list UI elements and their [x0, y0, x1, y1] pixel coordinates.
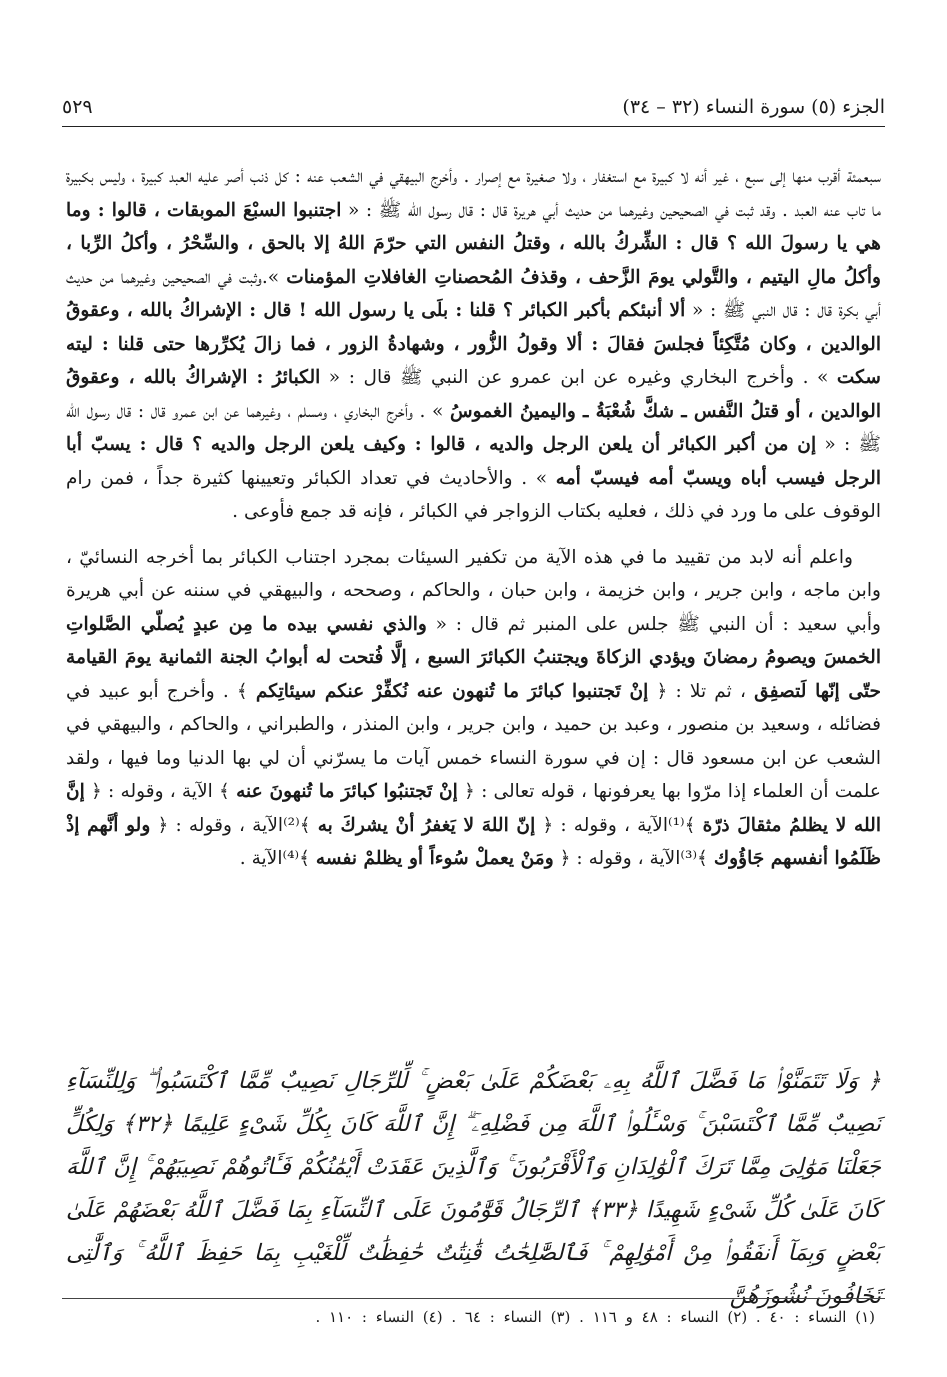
- hadith-text: ألا أنبئكم بأكبر الكبائر ؟ قلنا : بلَى يا رسول الله ! قال : الإشراكُ بالله ، وعقوقُ الوالدين ، وكان مُتَّكِئاً فجلسَ فقالَ : ألا وقولُ الزُّور ، وشهادةُ الزور ، فما زالَ يُكرِّرها حتى قلنا : ليته سكت: [66, 300, 881, 388]
- commentary-body: [66, 160, 881, 876]
- quran-verses: ﴿ وَلَا تَتَمَنَّوْا۟ مَا فَضَّلَ ٱللَّهُ بِهِۦ بَعْضَكُمْ عَلَىٰ بَعْضٍ ۚ لِّلرِّجَالِ نَصِيبٌ مِّمَّا ٱكْتَسَبُوا۟ ۖ وَلِلنِّسَآءِ نَصِيبٌ مِّمَّا ٱكْتَسَبْنَ ۚ وَسْـَٔلُوا۟ ٱللَّهَ مِن فَضْلِهِۦٓ ۗ إِنَّ ٱللَّهَ كَانَ بِكُلِّ شَىْءٍ عَلِيمًا ﴿٣٢﴾ وَلِكُلٍّ جَعَلْنَا مَوَٰلِىَ مِمَّا تَرَكَ ٱلْوَٰلِدَانِ وَٱلْأَقْرَبُونَ ۚ وَٱلَّذِينَ عَقَدَتْ أَيْمَٰنُكُمْ فَـَٔاتُوهُمْ نَصِيبَهُمْ ۚ إِنَّ ٱللَّهَ كَانَ عَلَىٰ كُلِّ شَىْءٍ شَهِيدًا ﴿٣٣﴾ ٱلرِّجَالُ قَوَّٰمُونَ عَلَى ٱلنِّسَآءِ بِمَا فَضَّلَ ٱللَّهُ بَعْضَهُمْ عَلَىٰ بَعْضٍ وَبِمَآ أَنفَقُوا۟ مِنْ أَمْوَٰلِهِمْ ۚ فَٱلصَّٰلِحَٰتُ قَٰنِتَٰتٌ حَٰفِظَٰتٌ لِّلْغَيْبِ بِمَا حَفِظَ ٱللَّهُ ۚ وَٱلَّٰتِى تَخَافُونَ نُشُوزَهُنَّ: [66, 1068, 882, 1309]
- page-number: ٥٢٩: [62, 96, 93, 118]
- hadith-text: والذي نفسي بيده ما مِن عبدٍ يُصلّي الصَّلواتِ الخمسَ ويصومُ رمضانَ ويؤدي الزكاةَ ويجتنبُ الكبائرَ السبع ، إلَّا فُتحت له أبوابُ الجنة الثمانية يومَ القيامة حتّى إنّها لَتصفِق: [66, 613, 881, 702]
- paragraph-2: [66, 541, 881, 876]
- text-segment: ﴾ . وأخرج أبو عبيد في فضائله ، وسعيد بن منصور ، وعبد بن حميد ، وابن جرير ، وابن المنذر ، والطبراني ، والحاكم ، والبيهقي في الشعب عن ابن مسعود قال : إن في سورة النساء خمس آيات ما يسرّني أن لي بها الدنيا وما فيها ، ولقد علمت أن العلماء إذا مرّوا بها يعرفونها ، قوله تعالى : ﴿: [66, 680, 882, 802]
- text-segment: ﴾⁽²⁾الآية ، وقوله : ﴿: [150, 814, 318, 836]
- footnote-divider: [62, 1298, 885, 1299]
- text-segment: ﴾⁽¹⁾الآية ، وقوله : ﴿: [535, 814, 703, 836]
- text-segment: » . وأخرج البخاري ، ومسلم ، وغيرهما عن ابن عمرو قال : قال رسول الله ﷺ : «: [66, 400, 881, 455]
- text-segment: ﴾⁽³⁾الآية ، وقوله : ﴿: [553, 848, 714, 869]
- verse-quote: إنْ تَجتنبُوا كبائرَ ما تُنهونَ عنه: [236, 781, 458, 802]
- text-segment: واعلم أنه لابد من تقييد ما في هذه الآية من تكفير السيئات بمجرد اجتناب الكبائر بما أخرجه النسائيّ ، وابن ماجه ، وابن جرير ، وابن خزيمة ، وابن حبان ، والحاكم ، وصححه ، والبيهقي في سننه عن أبي هريرة وأبي سعيد : أن النبي ﷺ جلس على المنبر ثم قال : «: [66, 546, 881, 635]
- text-segment: » . وأخرج البخاري وغيره عن ابن عمرو عن النبي ﷺ قال : «: [320, 367, 837, 388]
- text-segment: سبعمئة أقرب منها إلى سبع ، غير أنه لا كبيرة مع استغفار ، ولا صغيرة مع إصرار . وأخرج البيهقي في الشعب عنه : كل ذنب أصر عليه العبد كبيرة ، وليس بكبيرة ما تاب عنه العبد . وقد ثبت في الصحيحين وغيرهما من حديث أبي هريرة قال : قال رسول الله ﷺ : «: [66, 166, 881, 221]
- verse-quote: إنْ تَجتنبوا كبائرَ ما تُنهون عنه نُكفِّرْ عنكم سيئاتِكم: [255, 680, 649, 702]
- hadith-text: الكبائرُ : الإشراكُ بالله ، وعقوقُ الوالدين ، أو قتلُ النَّفس ـ شكَّ شُعْبَةُ ـ واليمينُ الغموسُ: [66, 367, 881, 422]
- verse-quote: ومَنْ يعملْ سُوءاً أو يظلمْ نفسه: [315, 848, 554, 869]
- text-segment: ﴾⁽⁴⁾الآية .: [239, 848, 316, 869]
- verse-quote: إنّ اللهَ لا يَغفرُ أنْ يشركَ به: [317, 814, 536, 836]
- text-segment: » . والأحاديث في تعداد الكبائر وتعيينها كثيرة جداً ، فمن رام الوقوف على ما ورد في ذلك ، فعليه بكتاب الزواجر في الكبائر ، فإنه قد جمع فأوعى .: [66, 467, 881, 522]
- text-segment: ».وثبت في الصحيحين وغيرهما من حديث أبي بكرة قال : قال النبي ﷺ : «: [66, 266, 882, 321]
- page-header: [62, 92, 885, 127]
- hadith-text: إن من أكبر الكبائر أن يلعن الرجل والديه ، قالوا : وكيف يلعن الرجل والديه ؟ قال : يسبّ أبا الرجل فيسب أباه ويسبّ أمه فيسبّ أمه: [66, 434, 881, 489]
- text-segment: ﴾ الآية ، وقوله : ﴿: [84, 781, 237, 802]
- paragraph-1: [66, 160, 881, 529]
- header-title: الجزء (٥) سورة النساء (٣٢ – ٣٤): [622, 96, 885, 118]
- hadith-text: اجتنبوا السبْعَ الموبقات ، قالوا : وما هي يا رسولَ الله ؟ قال : الشِّركُ بالله ، وقتلُ النفس التي حرّمَ اللهُ إلا بالحق ، والسِّحْرُ ، وأكلُ الرِّبا ، وأكلُ مالِ اليتيم ، والتَّولي يومَ الزَّحف ، وقذفُ المُحصناتِ الغافلاتِ المؤمنات: [66, 199, 881, 288]
- footnotes: (١) النساء : ٤٠ . (٢) النساء : ٤٨ و ١١٦ . (٣) النساء : ٦٤ . (٤) النساء : ١١٠ .: [315, 1308, 875, 1326]
- verse-quote: ولو أنَّهم إذْ ظَلَمُوا أنفسهم جَاؤُوك: [66, 814, 881, 869]
- verse-quote: إنَّ الله لا يظلمُ مثقالَ ذرّة: [66, 781, 881, 836]
- text-segment: ، ثم تلا : ﴿: [648, 680, 755, 702]
